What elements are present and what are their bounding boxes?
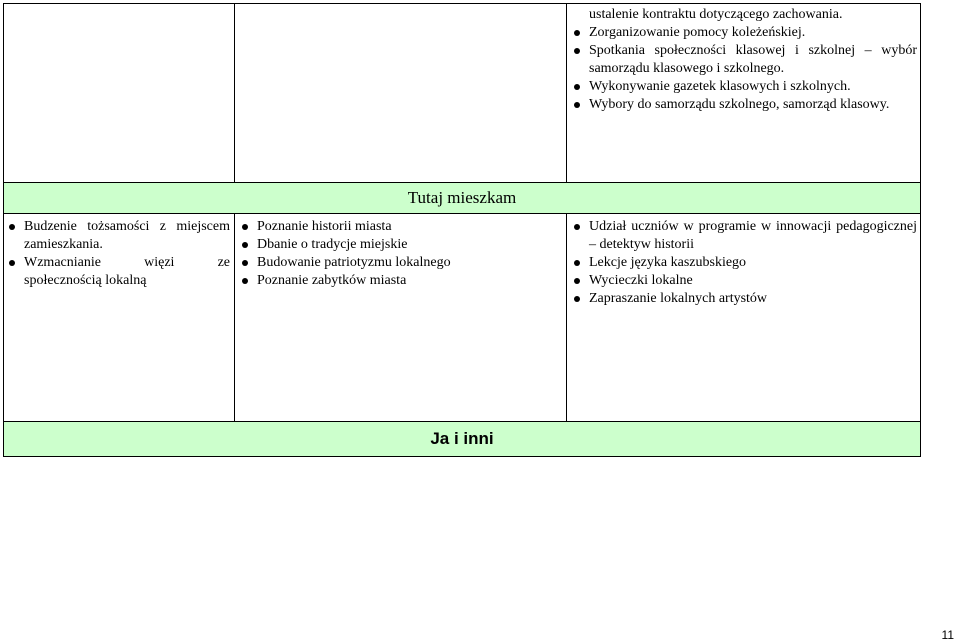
- list-item: Wycieczki lokalne: [571, 272, 917, 290]
- program-table: [3, 3, 921, 457]
- section-title: Tutaj mieszkam: [407, 188, 517, 207]
- section-header-row: [4, 422, 921, 457]
- section-content-row: [4, 214, 921, 422]
- top-right-cell: [567, 4, 921, 183]
- tasks-cell: [235, 214, 567, 422]
- list-item: Udział uczniów w programie w innowacji pedagogicznej – detektyw historii: [571, 218, 917, 254]
- list-item: Budzenie tożsamości z miejscem zamieszkania.: [6, 218, 230, 254]
- section-title: Ja i inni: [430, 429, 494, 448]
- section-header-ja-i-inni: [4, 422, 921, 457]
- list-item: Wzmacnianie więzi ze społecznością lokalną: [6, 254, 230, 290]
- list-item: Poznanie zabytków miasta: [239, 272, 562, 290]
- goals-list: [6, 218, 230, 290]
- section-header-tutaj-mieszkam: [4, 183, 921, 214]
- list-item: Zapraszanie lokalnych artystów: [571, 290, 917, 308]
- list-item: Zorganizowanie pomocy koleżeńskiej.: [571, 24, 917, 42]
- goals-cell: [4, 214, 235, 422]
- top-cell-list: [571, 6, 917, 114]
- list-item: Wybory do samorządu szkolnego, samorząd klasowy.: [571, 96, 917, 114]
- list-item: Budowanie patriotyzmu lokalnego: [239, 254, 562, 272]
- top-row: [4, 4, 921, 183]
- list-item: ustalenie kontraktu dotyczącego zachowania.: [589, 7, 843, 22]
- activities-list: [571, 218, 917, 308]
- list-item: Dbanie o tradycje miejskie: [239, 236, 562, 254]
- tasks-list: [239, 218, 562, 290]
- page-number: 11: [941, 628, 954, 642]
- activities-cell: [567, 214, 921, 422]
- list-item: Wykonywanie gazetek klasowych i szkolnych.: [571, 78, 917, 96]
- top-middle-cell: [235, 4, 567, 183]
- list-item: Lekcje języka kaszubskiego: [571, 254, 917, 272]
- list-item: Poznanie historii miasta: [239, 218, 562, 236]
- top-left-cell: [4, 4, 235, 183]
- list-item: Spotkania społeczności klasowej i szkolnej – wybór samorządu klasowego i szkolnego.: [571, 42, 917, 78]
- section-header-row: [4, 183, 921, 214]
